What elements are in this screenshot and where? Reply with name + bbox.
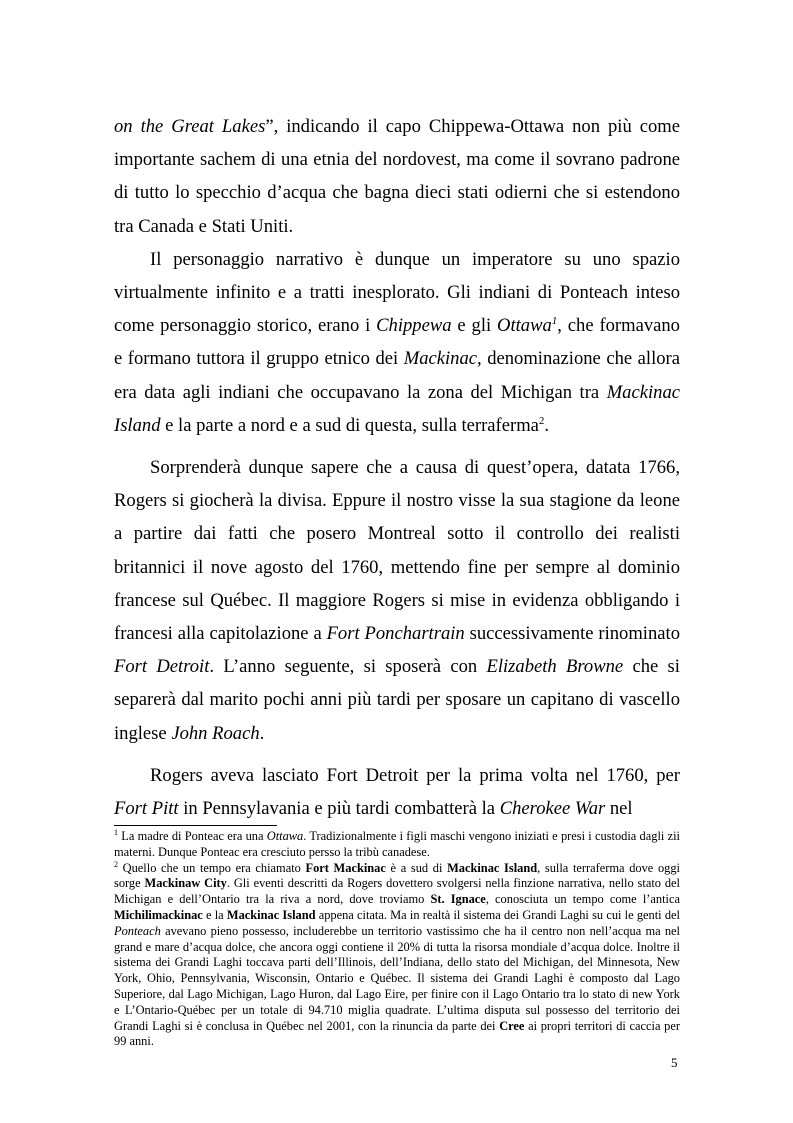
page-number: 5 [671, 1055, 678, 1070]
text-run: Chippewa [376, 315, 452, 337]
paragraph-3 [114, 451, 680, 750]
text-run: Mackinac Island [114, 381, 680, 436]
footnote-reference: 1 [114, 827, 118, 837]
text-run: Il personaggio narrativo è dunque un imperatore su uno spazio virtualmente infinito e a tratti inesplorato. Gli indiani di Ponteach inteso come personaggio storico, erano i [114, 248, 680, 337]
paragraph-1 [114, 110, 680, 243]
text-run: Sorprenderà dunque sapere che a causa di quest’opera, datata 1766, Rogers si giocherà la divisa. Eppure il nostro visse la sua stagione da leone a partire dai fatti che posero Montreal sotto il controllo dei realisti britannici il nove agosto del 1760, mettendo fine per sempre al dominio francese sul Québec. Il maggiore Rogers si mise in evidenza obbligando i francesi alla capitolazione a [114, 457, 680, 645]
text-run: avevano pieno possesso, includerebbe un territorio vastissimo che ha il centro non nell’acqua ma nel grand e mare d’acqua dolce, che ancora oggi contiene il 20% di tutta la risorsa mondiale d’acqua dolce. Inoltre il sistema dei Grandi Laghi toccava parti dell’Illinois, dell’Indiana, dello stato del Michigan, del Minnesota, New York, Ohio, Pennsylvania, Wisconsin, Ontario e Québec. Il sistema dei Grandi Laghi è composto dal Lago Superiore, dal Lago Michigan, Lago Huron, dal Lago Eire, per finire con il Lago Ontario tra lo stato di new York e L’Ontario-Québec per un totale di 94.710 miglia quadrate. L’ultima disputa sul possesso del territorio dei Grandi Laghi si è conclusa in Québec nel 2001, con la rinuncia da parte dei [114, 923, 680, 1033]
text-run: St. Ignace [430, 892, 486, 907]
text-run: on the Great Lakes [114, 116, 266, 137]
text-run: Mackinac [403, 348, 478, 370]
text-run: nel [605, 798, 633, 820]
text-run: appena citata. Ma in realtà il sistema dei Grandi Laghi su cui le genti del [315, 907, 680, 922]
text-run: , sulla terraferma dove oggi sorge [114, 860, 680, 891]
footnote-reference: 2 [538, 414, 545, 427]
text-run: , denominazione che allora era data agli indiani che occupavano la zona del Michigan tra [114, 348, 680, 403]
text-run: , conosciuta un tempo come l’antica [485, 892, 680, 907]
footnote-reference: 1 [551, 315, 558, 328]
text-run: che si separerà dal marito pochi anni più tardi per sposare un capitano di vascello inglese [114, 656, 680, 744]
text-run: , che formavano e formano tuttora il gruppo etnico dei [114, 315, 680, 370]
text-run: John Roach [171, 722, 260, 744]
text-run: e gli [451, 315, 498, 337]
text-run: e la parte a nord e a sud di questa, sulla terraferma [160, 414, 539, 436]
text-run: Cherokee War [499, 798, 606, 820]
text-run: . [259, 722, 265, 744]
footnote-reference: 2 [114, 859, 118, 869]
text-run: Elizabeth Browne [486, 656, 624, 678]
footnote-2 [114, 861, 680, 1051]
text-run: Ottawa [497, 315, 552, 337]
paragraph-2 [114, 243, 680, 442]
text-run: Fort Ponchartrain [326, 623, 465, 645]
text-run: . [544, 414, 550, 436]
text-run: La madre di Ponteac era una [118, 829, 267, 843]
paragraph-4 [114, 759, 680, 825]
body-text [114, 110, 680, 825]
text-run: Cree [499, 1018, 525, 1033]
text-run: e la [202, 907, 227, 922]
text-run: è a sud di [385, 860, 448, 875]
text-run: Mackinac Island [226, 907, 316, 922]
text-run: . Gli eventi descritti da Rogers dovettero svolgersi nella finzione narrativa, nello stato del Michigan e dell’Ontario tra la riva a nord, dove troviamo [114, 876, 680, 907]
text-run: . L’anno seguente, si sposerà con [209, 656, 487, 678]
text-run: Michilimackinac [114, 907, 203, 922]
text-run: Quello che un tempo era chiamato [118, 860, 306, 875]
text-run: ”, indicando il capo Chippewa-Ottawa non più come importante sachem di una etnia del nordovest, ma come il sovrano padrone di tutto lo specchio d’acqua che bagna dieci stati odierni che si estendono tra Canada e Stati Uniti. [114, 116, 680, 237]
text-run: Mackinaw City [144, 876, 227, 891]
text-run: Fort Pitt [114, 798, 179, 820]
text-run: Ottawa [266, 829, 304, 843]
text-run: Mackinac Island [447, 860, 538, 875]
footnote-1 [114, 829, 680, 861]
text-run: . Tradizionalmente i figli maschi vengono iniziati e presi i custodia dagli zii materni. Dunque Ponteac era cresciuto persso la tribù canadese. [114, 829, 680, 859]
text-run: Ponteach [114, 923, 161, 938]
text-run: Fort Detroit [114, 656, 210, 678]
text-run: successivamente rinominato [464, 623, 680, 645]
text-run: in Pennsylavania e più tardi combatterà la [178, 798, 500, 820]
text-run: Fort Mackinac [305, 860, 386, 875]
text-run: Rogers aveva lasciato Fort Detroit per la prima volta nel 1760, per [150, 764, 680, 786]
footnotes [114, 829, 680, 1050]
text-run: ai propri territori di caccia per 99 anni. [114, 1018, 680, 1049]
footnote-separator [114, 825, 277, 826]
